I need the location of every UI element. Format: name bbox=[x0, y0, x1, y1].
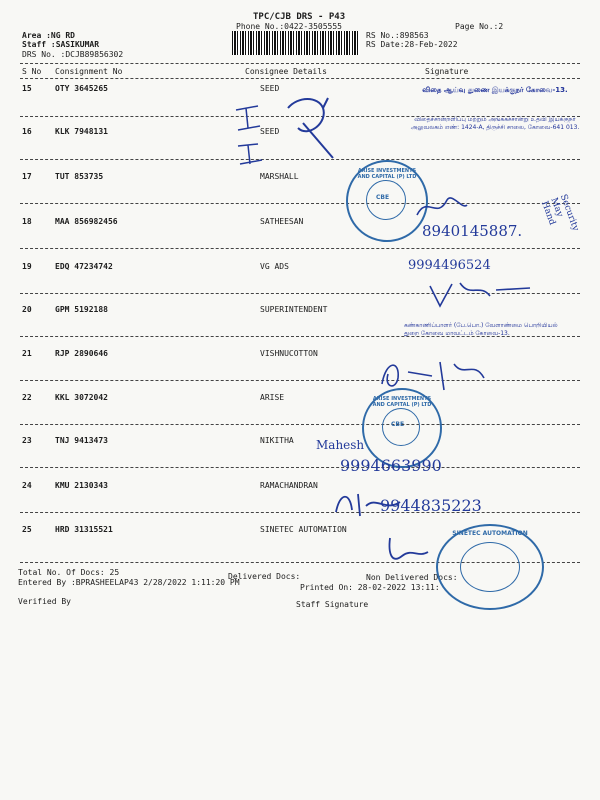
rs-number: RS No.:898563 bbox=[366, 31, 429, 40]
stamp-city: CBE bbox=[391, 421, 405, 428]
area-label: Area :NG RD bbox=[22, 31, 75, 40]
table-row bbox=[0, 172, 600, 220]
staff-label: Staff :SASIKUMAR bbox=[22, 40, 100, 49]
row-consignee: SUPERINTENDENT bbox=[260, 305, 328, 314]
divider bbox=[20, 63, 580, 64]
row-consignee: MARSHALL bbox=[260, 172, 299, 181]
handwritten-phone: 9994663990 bbox=[340, 456, 442, 475]
total-docs: Total No. Of Docs: 25 bbox=[18, 568, 120, 577]
stamp-city: CBE bbox=[376, 194, 390, 201]
stamp-company-name: SINETEC AUTOMATION bbox=[452, 530, 528, 537]
row-consignment: HRD 31315521 bbox=[55, 525, 113, 534]
row-consignee: SEED bbox=[260, 127, 280, 136]
handwritten-phone: 9944835223 bbox=[380, 496, 482, 515]
row-consignment: GPM 5192188 bbox=[55, 305, 108, 314]
row-sno: 23 bbox=[22, 436, 32, 445]
row-consignee: NIKITHA bbox=[260, 436, 294, 445]
divider bbox=[20, 380, 580, 381]
office-stamp-3: கண்காணிப்பாளர் (பே.பொ.) வேளாண்மை பொறியியல் துறை கோவை மாவட்டம் கோவை-13. bbox=[404, 322, 558, 337]
printed-on: Printed On: 28-02-2022 13:11: bbox=[300, 583, 440, 592]
handwritten-initials bbox=[412, 190, 472, 224]
rs-date: RS Date:28-Feb-2022 bbox=[366, 40, 458, 49]
handwritten-note: Security May Hand bbox=[539, 193, 581, 233]
sheet-title: TPC/CJB DRS - P43 bbox=[253, 12, 346, 22]
office-stamp-2: விதைச்சான்றளிப்பு மற்றும் அங்ககச்சான்று உதவி இயக்குநர் அலுவலகம் எண்: 1424-A, திருச்சி சாலை, கோவை-641 013. bbox=[410, 116, 580, 131]
divider bbox=[20, 203, 580, 204]
entered-by: Entered By :BPRASHEELAP43 2/28/2022 1:11:20 PM bbox=[18, 578, 240, 587]
row-sno: 24 bbox=[22, 481, 32, 490]
table-row bbox=[0, 393, 600, 441]
handwritten-name: Mahesh bbox=[316, 438, 365, 452]
page-number: Page No.:2 bbox=[455, 22, 504, 31]
row-consignee: VISHNUCOTTON bbox=[260, 349, 318, 358]
row-consignee: SINETEC AUTOMATION bbox=[260, 525, 347, 534]
drs-number: DRS No. :DCJB89856302 bbox=[22, 50, 124, 59]
non-delivered-docs: Non Delivered Docs: bbox=[366, 573, 458, 582]
row-sno: 15 bbox=[22, 84, 32, 93]
row-sno: 20 bbox=[22, 305, 32, 314]
col-consignee: Consignee Details bbox=[245, 67, 327, 76]
col-signature: Signature bbox=[425, 67, 469, 76]
row-consignee: RAMACHANDRAN bbox=[260, 481, 318, 490]
row-consignment: KLK 7948131 bbox=[55, 127, 108, 136]
row-consignee: SEED bbox=[260, 84, 280, 93]
row-consignee: ARISE bbox=[260, 393, 285, 402]
row-consignment: OTY 3645265 bbox=[55, 84, 108, 93]
row-consignment: KKL 3072042 bbox=[55, 393, 108, 402]
row-consignment: TNJ 9413473 bbox=[55, 436, 108, 445]
col-consignment: Consignment No bbox=[55, 67, 123, 76]
stamp-company-name: ARISE INVESTMENTS AND CAPITAL (P) LTD bbox=[357, 168, 417, 180]
row-consignee: SATHEESAN bbox=[260, 217, 304, 226]
divider bbox=[20, 78, 580, 79]
delivered-docs: Delivered Docs: bbox=[228, 572, 301, 581]
handwritten-signature bbox=[228, 88, 358, 170]
company-stamp bbox=[436, 524, 544, 610]
divider bbox=[20, 467, 580, 468]
row-sno: 25 bbox=[22, 525, 32, 534]
row-sno: 22 bbox=[22, 393, 32, 402]
table-row bbox=[0, 436, 600, 484]
row-consignment: RJP 2890646 bbox=[55, 349, 108, 358]
row-consignment: EDQ 47234742 bbox=[55, 262, 113, 271]
row-consignment: MAA 856982456 bbox=[55, 217, 118, 226]
handwritten-signature bbox=[382, 534, 432, 568]
barcode-image bbox=[232, 31, 360, 55]
office-stamp-1: விதை ஆய்வு துணை இயக்குநர் கோவை-13. bbox=[422, 86, 568, 94]
verified-by: Verified By bbox=[18, 597, 71, 606]
row-consignment: TUT 853735 bbox=[55, 172, 104, 181]
divider bbox=[20, 248, 580, 249]
row-sno: 17 bbox=[22, 172, 32, 181]
row-sno: 19 bbox=[22, 262, 32, 271]
col-sno: S No bbox=[22, 67, 42, 76]
divider bbox=[20, 424, 580, 425]
phone-number: Phone No.:0422-3505555 bbox=[236, 22, 342, 31]
row-sno: 16 bbox=[22, 127, 32, 136]
handwritten-signature bbox=[420, 278, 540, 328]
row-consignment: KMU 2130343 bbox=[55, 481, 108, 490]
row-consignee: VG ADS bbox=[260, 262, 289, 271]
row-sno: 18 bbox=[22, 217, 32, 226]
table-row bbox=[0, 349, 600, 397]
handwritten-phone: 8940145887. bbox=[422, 222, 523, 240]
divider bbox=[20, 512, 580, 513]
stamp-company-name: ARISE INVESTMENTS AND CAPITAL (P) LTD bbox=[372, 396, 432, 408]
table-row bbox=[0, 481, 600, 529]
handwritten-phone: 9994496524 bbox=[408, 258, 491, 273]
row-sno: 21 bbox=[22, 349, 32, 358]
staff-signature-label: Staff Signature bbox=[296, 600, 369, 609]
